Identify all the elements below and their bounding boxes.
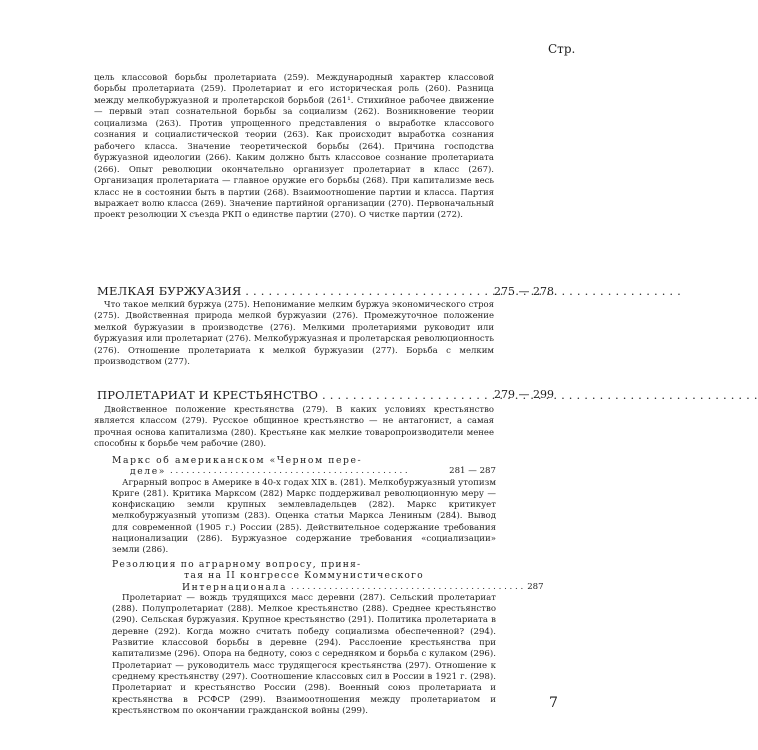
section-title-petty-bourgeoisie: МЕЛКАЯ БУРЖУАЗИЯ . . . — [97, 284, 489, 298]
page-column-label: Стр. — [548, 42, 576, 56]
subsection-title-line: деле» . . . . . . . . . . . . . . . . . . . . . . . . . . . . . . . . . . . . . . . . . . . . 281 — 287 — [130, 466, 496, 478]
subsection-title-line: Интернационала . . . . . . . . . . . . . . . . . . . . . . . . . . . . . . . . . . . . . . . . . . . 287 — [182, 581, 544, 593]
intro-paragraph: цель классовой борьбы пролетариата (259). Международный характер классовой борьбы пролетариата (259). Пролетариат и его историческая роль (260). Разница между мелкобуржуазной и пролетарской борьбой (261¹. Стихийное рабочее движение — первый этап сознательной борьбы за социализм (262). Возникновение теории социализма (263). Против упрощенного представления о выработке классового сознания и социалистической теории (263). Как происходит выработка сознания рабочего класса. Значение теоретической борьбы (264). Причина господства буржуазной идеологии (266). Каким должно быть классовое сознание пролетариата (266). Опыт революции окончательно организует пролетариат в класс (267). Организация пролетариата — главное оружие его борьбы (268). При капитализме весь класс не в состоянии быть в партии (268). Взаимоотношение партии и класса. Партия выражает волю класса (269). Значение партийной организации (270). Первоначальный проект резолюции X съезда РКП о единстве партии (270). О чистке партии (272). — [94, 73, 494, 221]
section-paragraph: Что такое мелкий буржуа (275). Непонимание мелким буржуа экономического строя (275). Двойственная природа мелкой буржуазии (276). Промежуточное положение мелкой буржуазии в производстве (276). Мелкими пролетариями руководит или буржуазия или пролетариат (276). Мелкобуржуазная и пролетарская революционность (276). Отношение пролетариата к мелкой буржуазии (277). Борьба с мелким производством (277). — [94, 300, 494, 368]
section-page-range: 275 — 278 — [494, 285, 554, 298]
subsection-paragraph: Пролетариат — вождь трудящихся масс деревни (287). Сельский пролетариат (288). Полупролетариат (288). Мелкое крестьянство (288). Среднее крестьянство (290). Сельская буржуазия. Крупное крестьянство (291). Политика пролетариата в деревне (292). Когда можно считать победу социализма обеспеченной? (294). Развитие классовой борьбы в деревне (294). Расслоение крестьянства при капитализме (296). Опора на бедноту, союз с середняком и борьба с кулаком (296). Пролетариат — руководитель масс трудящегося крестьянства (297). Отношение к среднему крестьянству (297). Соотношение классовых сил в России в 1921 г. (298). Пролетариат и крестьянство России (298). Военный союз пролетариата и крестьянства в РСФСР (299). Взаимоотношения между пролетариатом и крестьянством по окончании гражданской войны (299). — [112, 592, 496, 716]
subsection-title: Маркс об американском «Черном пере- — [112, 455, 363, 466]
subsection-page-range: 281 — 287 — [449, 466, 496, 477]
subsection-title: Резолюция по аграрному вопросу, приня- — [112, 559, 362, 570]
section-page-range: 279 — 299 — [494, 388, 554, 401]
section-paragraph: Двойственное положение крестьянства (279). В каких условиях крестьянство является классом (279). Русское общинное крестьянство — не антагонист, а самая прочная основа капитализма (280). Крестьяне как мелкие товаропроизводители менее способны к борьбе чем рабочие (280). — [94, 405, 494, 450]
subsection-page-range: 287 — [527, 581, 544, 592]
subsection-marx-american-redivision — [112, 455, 496, 557]
subsection-agrarian-resolution — [112, 559, 544, 717]
subsection-paragraph: Аграрный вопрос в Америке в 40-х годах XIX в. (281). Мелкобуржуазный утопизм Криге (281). Критика Марксом (282) Маркс поддерживал революционную меру — конфискацию земли крупных землевладельцев (282). Маркс критикует мелкобуржуазный утопизм (283). Оценка статьи Маркса Лениным (284). Вывод для современной (1905 г.) России (285). Действительное содержание требования национализации (286). Буржуазное содержание требования «социализации» земли (286). — [112, 477, 496, 556]
section-title-proletariat-peasantry: ПРОЛЕТАРИАТ И КРЕСТЬЯНСТВО . . . — [97, 388, 489, 402]
page-number: 7 — [549, 695, 558, 711]
subsection-title-line: тая на II конгрессе Коммунистического — [184, 570, 424, 582]
